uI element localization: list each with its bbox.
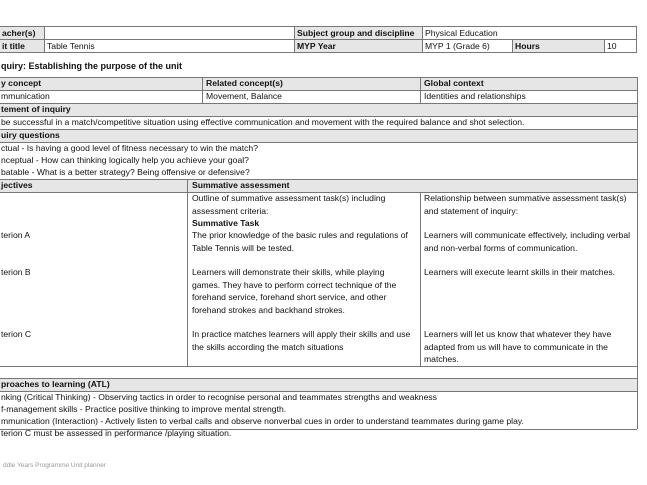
criterion-c-outline: In practice matches learners will apply their skills and use the skills according the match situations — [192, 329, 411, 352]
unit-title-value: Table Tennis — [44, 39, 295, 53]
key-concept-label: y concept — [1, 78, 42, 88]
subject-label: Subject group and discipline — [294, 26, 423, 40]
summative-assessment-label: Summative assessment — [192, 180, 290, 190]
related-concepts-label: Related concept(s) — [206, 78, 283, 88]
criterion-b-name: terion B — [1, 267, 31, 277]
unit-title-label: it title — [0, 39, 45, 53]
myp-year-value: MYP 1 (Grade 6) — [422, 39, 513, 53]
related-concepts-value: Movement, Balance — [206, 91, 282, 101]
criterion-a-name: terion A — [1, 230, 31, 240]
questions-label: uiry questions — [1, 130, 60, 140]
atl-item: mmunication (Interaction) - Actively listen to verbal calls and observe nonverbal cues in order to understand teammates during game play. — [1, 416, 524, 426]
question-item: ctual - Is having a good level of fitness necessary to win the match? — [1, 143, 258, 153]
subject-value: Physical Education — [422, 26, 637, 40]
atl-item: f-management skills - Practice positive thinking to improve mental strength. — [1, 404, 287, 414]
questions-header-strip — [0, 129, 637, 142]
global-context-label: Global context — [424, 78, 484, 88]
objectives-label: jectives — [1, 180, 33, 190]
summative-task-label: Summative Task — [192, 218, 260, 228]
hours-label: Hours — [512, 39, 605, 53]
criterion-c-name: terion C — [1, 329, 32, 339]
concepts-header-strip — [0, 77, 637, 90]
atl-label: proaches to learning (ATL) — [1, 379, 110, 389]
myp-year-label: MYP Year — [294, 39, 423, 53]
relationship-header: Relationship between summative assessment task(s) and statement of inquiry: — [424, 193, 627, 216]
statement-header-strip — [0, 103, 637, 116]
criterion-b-outline: Learners will demonstrate their skills, while playing games. They have to perform correct technique of the forehand service, forehand short service, and other forehand strokes and backhand strokes. — [192, 267, 397, 315]
question-item: nceptual - How can thinking logically help you achieve your goal? — [1, 155, 249, 165]
teacher-value — [44, 26, 295, 40]
key-concept-value: mmunication — [1, 91, 50, 101]
statement-label: tement of inquiry — [1, 104, 71, 114]
outline-header: Outline of summative assessment task(s) including assessment criteria: — [192, 193, 386, 216]
section-title: quiry: Establishing the purpose of the unit — [1, 61, 183, 71]
hours-value: 10 — [604, 39, 637, 53]
global-context-value: Identities and relationships — [424, 91, 526, 101]
criterion-c-relationship: Learners will let us know that whatever they have adapted from us will have to communicate in the matches. — [424, 329, 612, 365]
question-item: batable - What is a better strategy? Being offensive or defensive? — [1, 167, 250, 177]
criterion-a-relationship: Learners will communicate effectively, including verbal and non-verbal forms of communication. — [424, 230, 631, 253]
criterion-b-relationship: Learners will execute learnt skills in their matches. — [424, 267, 616, 277]
teacher-label: acher(s) — [0, 26, 45, 40]
atl-item: terion C must be assessed in performance /playing situation. — [1, 428, 232, 438]
atl-item: nking (Critical Thinking) - Observing tactics in order to recognise personal and teammates strengths and weakness — [1, 392, 437, 402]
criterion-a-outline: The prior knowledge of the basic rules and regulations of Table Tennis will be tested. — [192, 230, 408, 253]
footer-text: ddle Years Programme Unit planner — [3, 462, 106, 469]
assessment-header-strip — [0, 180, 637, 192]
statement-text: be successful in a match/competitive situation using effective communication and movement with the required balance and shot selection. — [1, 117, 525, 127]
